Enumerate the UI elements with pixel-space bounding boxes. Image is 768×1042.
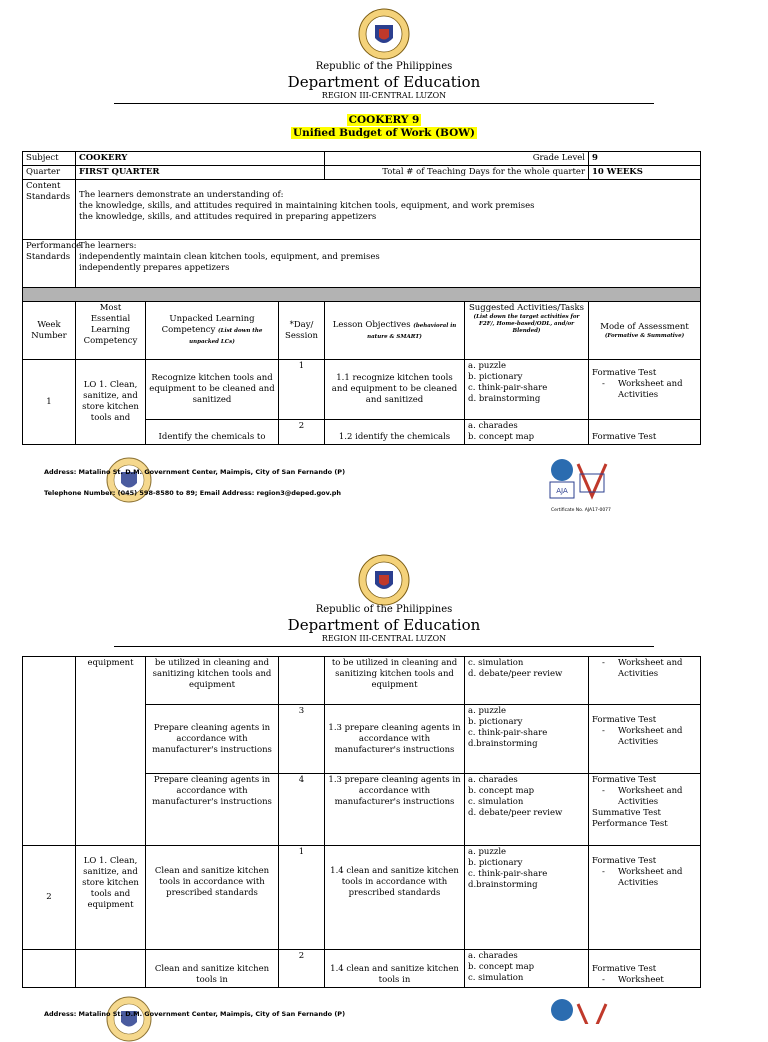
- svg-text:AJA: AJA: [556, 487, 568, 495]
- performance-standards-text: The learners: independently maintain clean kitchen tools, equipment, and premises independently prepares appetizers: [76, 240, 701, 288]
- subject-value: COOKERY: [76, 152, 325, 166]
- assessment-cell: Formative Test - Worksheet and Activities: [589, 846, 701, 950]
- lesson-objective: 1.4 clean and sanitize kitchen tools in: [325, 950, 465, 988]
- day-number: 2: [279, 950, 325, 988]
- activities-list: a. puzzle b. pictionary c. think-pair-share d. brainstorming: [465, 360, 589, 420]
- unpacked-lc: Prepare cleaning agents in accordance with manufacturer's instructions: [146, 774, 279, 846]
- melc-text: equipment: [76, 657, 146, 846]
- header-divider: [114, 103, 654, 104]
- day-number: 1: [279, 360, 325, 420]
- bow-title: Unified Budget of Work (BOW): [293, 127, 475, 139]
- deped-seal-icon: [358, 554, 410, 606]
- budget-of-work-table: [22, 151, 701, 445]
- grade-value: 9: [589, 152, 701, 166]
- region-name: REGION III-CENTRAL LUZON: [321, 91, 447, 100]
- subject-title: COOKERY 9: [348, 114, 420, 126]
- table-row: [23, 950, 701, 988]
- teaching-days-label: Total # of Teaching Days for the whole quarter: [325, 166, 589, 180]
- week-number: 2: [23, 846, 76, 950]
- quarter-row: [23, 166, 701, 180]
- unpacked-lc: Clean and sanitize kitchen tools in: [146, 950, 279, 988]
- activities-list: a. puzzle b. pictionary c. think-pair-share d.brainstorming: [465, 846, 589, 950]
- activities-list: a. puzzle b. pictionary c. think-pair-share d.brainstorming: [465, 705, 589, 774]
- subject-row: [23, 152, 701, 166]
- lesson-objective: 1.3 prepare cleaning agents in accordance with manufacturer's instructions: [325, 774, 465, 846]
- col-day: *Day/ Session: [279, 302, 325, 360]
- lesson-objective: 1.1 recognize kitchen tools and equipment to be cleaned and sanitized: [325, 360, 465, 420]
- separator-band: [23, 288, 701, 302]
- quarter-label: Quarter: [23, 166, 76, 180]
- unpacked-lc: Identify the chemicals to: [146, 420, 279, 445]
- footer-telephone: Telephone Number: (045) 598-8580 to 89; Email Address: region3@deped.gov.ph: [44, 489, 342, 497]
- col-week: Week Number: [23, 302, 76, 360]
- day-number: 2: [279, 420, 325, 445]
- lesson-objective: to be utilized in cleaning and sanitizing kitchen tools and equipment: [325, 657, 465, 705]
- col-melc: Most Essential Learning Competency: [76, 302, 146, 360]
- week-number: 1: [23, 360, 76, 445]
- content-standards-label: Content Standards: [23, 180, 76, 240]
- table-row: [23, 360, 701, 420]
- unpacked-lc: be utilized in cleaning and sanitizing kitchen tools and equipment: [146, 657, 279, 705]
- page-2: [0, 548, 768, 1024]
- quarter-value: FIRST QUARTER: [76, 166, 325, 180]
- activities-list: a. charades b. concept map c. simulation d. debate/peer review: [465, 774, 589, 846]
- deped-watermark-icon: [106, 996, 152, 1042]
- activities-list: a. charades b. concept map: [465, 420, 589, 445]
- column-header-row: [23, 302, 701, 360]
- lesson-objective: 1.2 identify the chemicals: [325, 420, 465, 445]
- teaching-days-value: 10 WEEKS: [589, 166, 701, 180]
- day-number: 3: [279, 705, 325, 774]
- republic-text: Republic of the Philippines: [315, 61, 453, 72]
- melc-text: LO 1. Clean, sanitize, and store kitchen tools and equipment: [76, 846, 146, 950]
- unpacked-lc: Prepare cleaning agents in accordance with manufacturer's instructions: [146, 705, 279, 774]
- day-number: 1: [279, 846, 325, 950]
- content-standards-text: The learners demonstrate an understanding of: the knowledge, skills, and attitudes required in maintaining kitchen tools, equipment, and work premises the knowledge, skills, and attitudes required in preparing appetizers: [76, 180, 701, 240]
- unpacked-lc: Recognize kitchen tools and equipment to be cleaned and sanitized: [146, 360, 279, 420]
- subject-label: Subject: [23, 152, 76, 166]
- assessment-cell: Formative Test - Worksheet and Activities Summative Test Performance Test: [589, 774, 701, 846]
- lesson-objective: 1.4 clean and sanitize kitchen tools in accordance with prescribed standards: [325, 846, 465, 950]
- certificate-number: Certificate No. AJA17-0077: [551, 508, 611, 513]
- performance-standards-label: Performance Standards: [23, 240, 76, 288]
- performance-standards-row: [23, 240, 701, 288]
- col-objectives: Lesson Objectives (behavioral in nature & SMART): [325, 302, 465, 360]
- budget-of-work-table-continued: [22, 656, 701, 988]
- assessment-cell: Formative Test - Worksheet and Activities: [589, 705, 701, 774]
- unpacked-lc: Clean and sanitize kitchen tools in accordance with prescribed standards: [146, 846, 279, 950]
- melc-text: LO 1. Clean, sanitize, and store kitchen tools and: [76, 360, 146, 445]
- table-row: [23, 846, 701, 950]
- republic-text: Republic of the Philippines: [315, 604, 453, 615]
- page-1: [0, 0, 768, 520]
- header-divider: [114, 646, 654, 647]
- region-name: REGION III-CENTRAL LUZON: [321, 634, 447, 643]
- activities-list: a. charades b. concept map c. simulation: [465, 950, 589, 988]
- deped-seal-icon: [358, 8, 410, 60]
- assessment-cell: - Worksheet and Activities: [589, 657, 701, 705]
- table-row: [23, 657, 701, 705]
- aja-certification-icon: [548, 456, 608, 504]
- footer-address: Address: Matalino St. D.M. Government Center, Maimpis, City of San Fernando (P): [44, 1010, 346, 1018]
- assessment-cell: Formative Test: [589, 420, 701, 445]
- footer-address: Address: Matalino St. D.M. Government Center, Maimpis, City of San Fernando (P): [44, 468, 346, 476]
- department-name: Department of Education: [287, 616, 481, 634]
- content-standards-row: [23, 180, 701, 240]
- col-assessment: Mode of Assessment (Formative & Summative): [589, 302, 701, 360]
- col-activities: Suggested Activities/Tasks (List down the target activities for F2F/, Home-based/ODL, and/or Blended): [465, 302, 589, 360]
- grade-label: Grade Level: [325, 152, 589, 166]
- assessment-cell: Formative Test - Worksheet and Activities: [589, 360, 701, 420]
- col-unpacked: Unpacked Learning Competency (List down the unpacked LCs): [146, 302, 279, 360]
- assessment-cell: Formative Test - Worksheet: [589, 950, 701, 988]
- lesson-objective: 1.3 prepare cleaning agents in accordance with manufacturer's instructions: [325, 705, 465, 774]
- day-number: 4: [279, 774, 325, 846]
- activities-list: c. simulation d. debate/peer review: [465, 657, 589, 705]
- aja-certification-icon: [548, 996, 608, 1024]
- department-name: Department of Education: [287, 73, 481, 91]
